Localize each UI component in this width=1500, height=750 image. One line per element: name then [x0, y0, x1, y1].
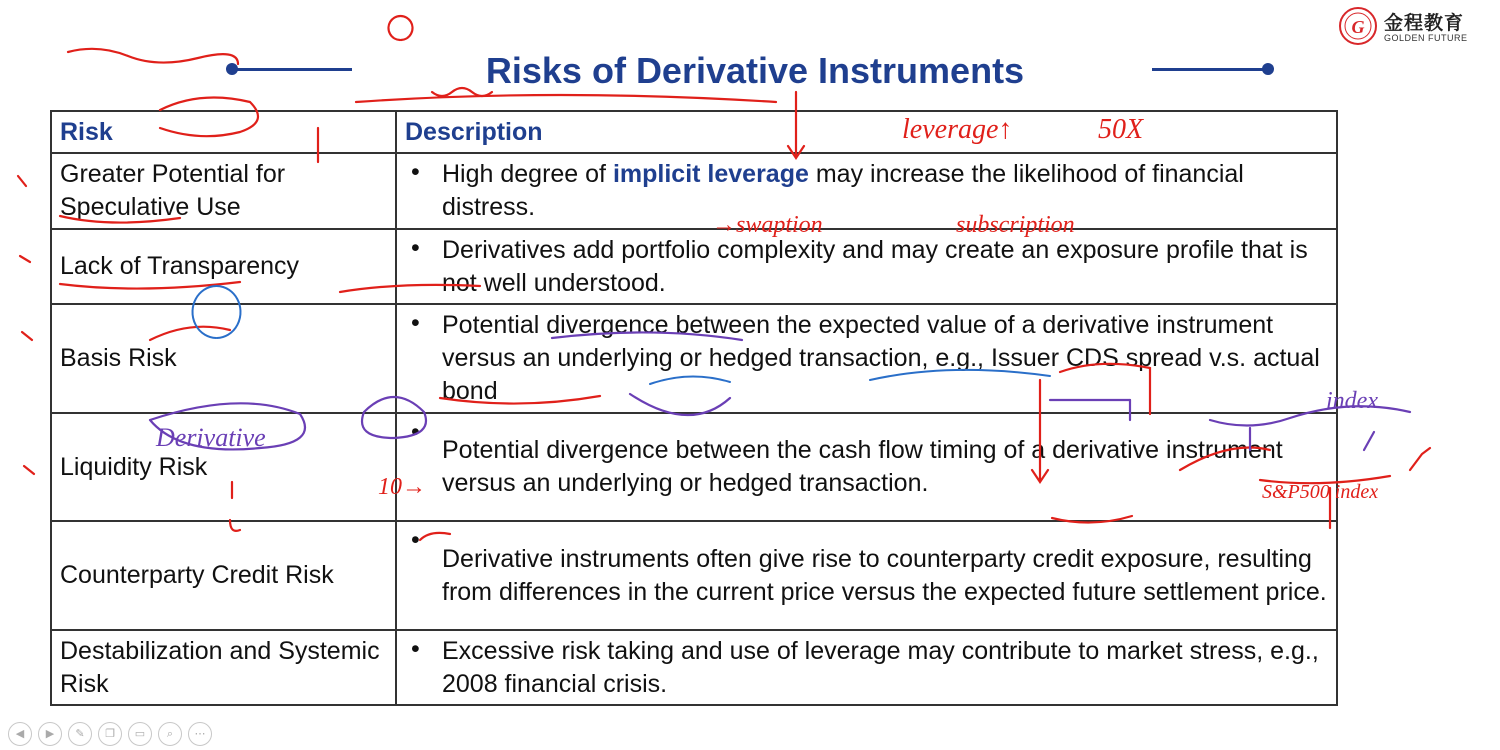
- risk-description: [396, 153, 1337, 229]
- pen-icon[interactable]: ✎: [68, 722, 92, 746]
- table-header-row: [51, 111, 1337, 153]
- description-highlight: implicit leverage: [612, 160, 809, 188]
- bullet-icon: •: [411, 635, 420, 663]
- annotation-fifty-x: 50X: [1098, 114, 1144, 145]
- title-left-rule: [232, 68, 352, 71]
- annotation-subscription: subscription: [956, 212, 1075, 238]
- copy-icon[interactable]: ❐: [98, 722, 122, 746]
- risk-description: [396, 229, 1337, 304]
- more-icon[interactable]: ⋯: [188, 722, 212, 746]
- bullet-icon: •: [411, 234, 420, 262]
- description-text: High degree of: [442, 160, 613, 188]
- risk-description: [396, 413, 1337, 521]
- slide-title: Risks of Derivative Instruments: [485, 50, 1025, 91]
- annotation-leverage: leverage↑: [902, 114, 1013, 145]
- logo-chinese-text: 金程教育: [1384, 13, 1465, 34]
- table-row: [51, 304, 1337, 413]
- screen-icon[interactable]: ▭: [128, 722, 152, 746]
- header-risk: Risk: [51, 111, 396, 153]
- bullet-icon: •: [411, 418, 420, 446]
- table-row: [51, 630, 1337, 705]
- annotation-swaption: →swaption: [712, 212, 823, 238]
- table-row: [51, 153, 1337, 229]
- logo-english-text: GOLDEN FUTURE: [1384, 33, 1468, 43]
- annotation-ten-arrow: 10→: [378, 474, 426, 500]
- table-row: [51, 413, 1337, 521]
- next-icon[interactable]: ▶: [38, 722, 62, 746]
- risk-name: Greater Potential for Speculative Use: [51, 153, 396, 229]
- logo-mark-letter: G: [1351, 17, 1365, 37]
- bullet-icon: •: [411, 526, 420, 554]
- risks-table: [50, 110, 1338, 706]
- risk-description: [396, 630, 1337, 705]
- table-row: [51, 521, 1337, 630]
- zoom-icon[interactable]: ⌕: [158, 722, 182, 746]
- description-text: Excessive risk taking and use of leverage may contribute to market stress, e.g., 2008 financial crisis.: [442, 636, 1319, 698]
- title-left-dot: [226, 63, 238, 75]
- risk-description: [396, 304, 1337, 413]
- risk-name: Liquidity Risk: [51, 413, 396, 521]
- annotation-derivative: Derivative: [156, 423, 266, 452]
- title-right-dot: [1262, 63, 1274, 75]
- annotation-index: index: [1326, 388, 1378, 414]
- description-text: Potential divergence between the cash flow timing of a derivative instrument versus an underlying or hedged transaction.: [442, 436, 1283, 497]
- risk-name: Destabilization and Systemic Risk: [51, 630, 396, 705]
- description-text: Derivatives add portfolio complexity and may create an exposure profile that is not well understood.: [442, 235, 1308, 297]
- risk-description: [396, 521, 1337, 630]
- risk-name: Lack of Transparency: [51, 229, 396, 304]
- risk-name: Basis Risk: [51, 304, 396, 413]
- description-text: Derivative instruments often give rise to counterparty credit exposure, resulting from differences in the current price versus the expected future settlement price.: [442, 544, 1327, 606]
- description-text-end: may increase the likelihood of financial distress.: [442, 160, 1244, 221]
- prev-icon[interactable]: ◀: [8, 722, 32, 746]
- header-description: Description: [396, 111, 1337, 153]
- bullet-icon: •: [411, 158, 420, 186]
- golden-future-logo-icon: [1338, 6, 1378, 46]
- annotation-sp500: S&P500 index: [1262, 481, 1379, 503]
- bullet-icon: •: [411, 309, 420, 337]
- title-right-rule: [1152, 68, 1268, 71]
- description-text: Potential divergence between the expected value of a derivative instrument versus an underlying or hedged transaction, e.g., Issuer CDS spread v.s. actual bond: [442, 311, 1320, 405]
- table-row: [51, 229, 1337, 304]
- risk-name: Counterparty Credit Risk: [51, 521, 396, 630]
- brand-logo: [1338, 6, 1488, 46]
